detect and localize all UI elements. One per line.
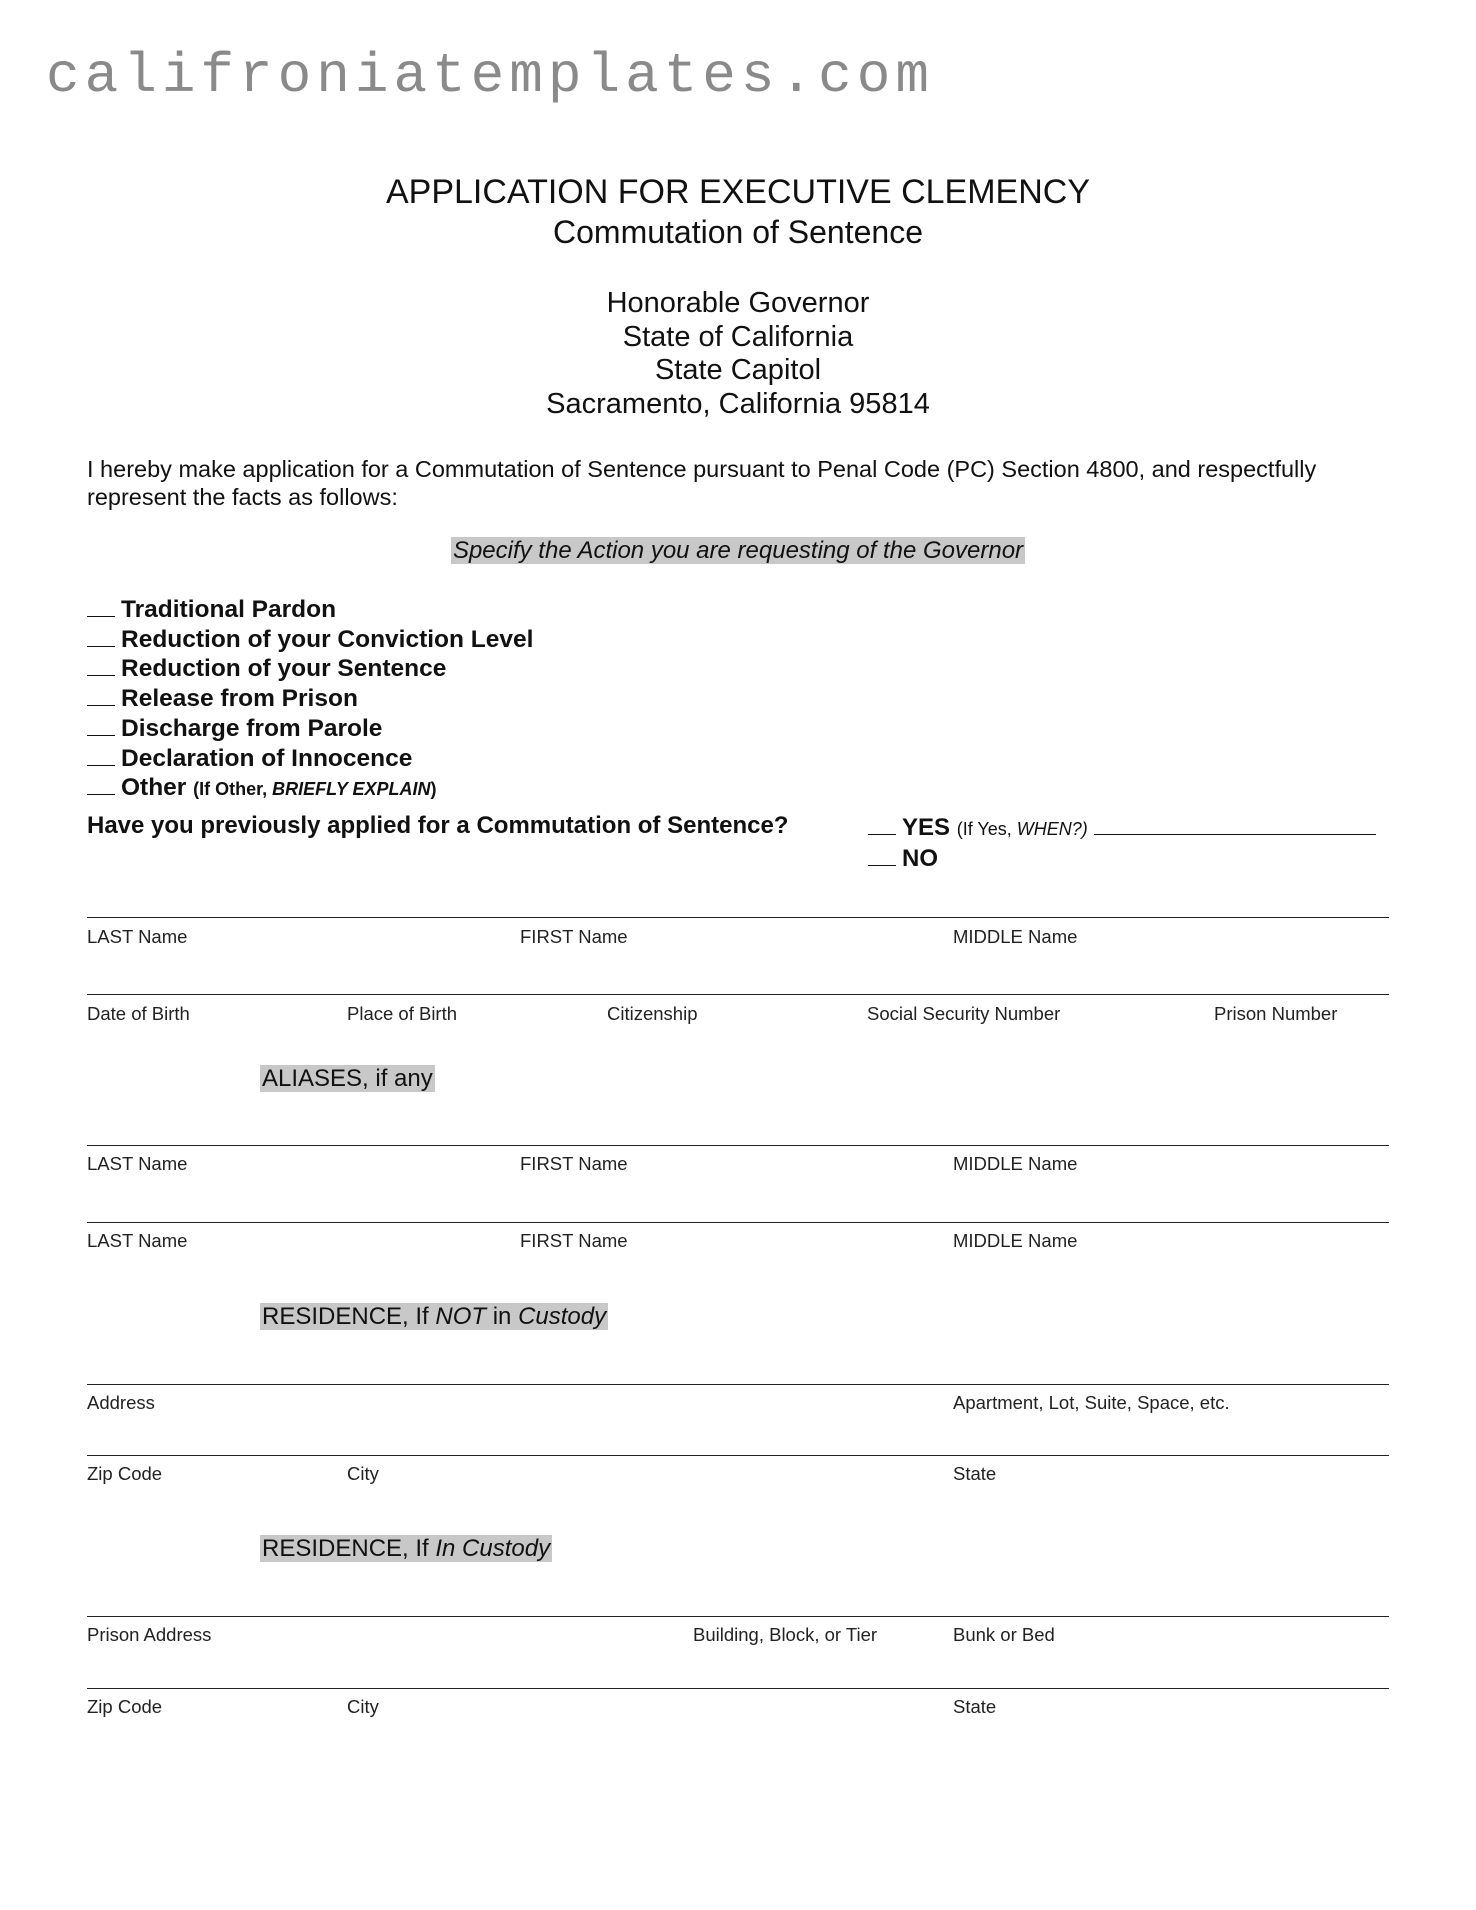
note-text: (If Other,	[193, 779, 273, 800]
option-checkbox-blank[interactable]	[87, 743, 115, 766]
form-subtitle: Commutation of Sentence	[553, 214, 923, 250]
alias2-middle-label: MIDDLE Name	[953, 1230, 1078, 1251]
option-reduction-conviction	[87, 624, 533, 654]
heading-part: Custody	[518, 1303, 607, 1330]
option-label: Reduction of your Conviction Level	[121, 625, 534, 653]
prison-city-label: City	[347, 1696, 379, 1717]
option-label: Discharge from Parole	[121, 714, 383, 742]
note-text: )	[430, 779, 437, 800]
building-label: Building, Block, or Tier	[693, 1624, 878, 1645]
option-checkbox-blank[interactable]	[87, 772, 115, 795]
option-checkbox-blank[interactable]	[87, 624, 115, 647]
specify-heading	[0, 537, 1476, 565]
option-label: Other	[121, 774, 187, 802]
action-options	[87, 594, 533, 804]
residence-not-custody-heading	[260, 1303, 608, 1331]
zip-city-field-line[interactable]	[87, 1455, 1389, 1456]
heading-part: NOT	[435, 1303, 487, 1330]
option-label: Release from Prison	[121, 685, 358, 713]
dob-label: Date of Birth	[87, 1003, 190, 1024]
alias2-field-line[interactable]	[87, 1222, 1389, 1223]
apartment-label: Apartment, Lot, Suite, Space, etc.	[953, 1392, 1230, 1413]
option-declaration-innocence	[87, 743, 533, 773]
prison-address-label: Prison Address	[87, 1624, 212, 1645]
answer-yes	[868, 812, 1376, 843]
recipient-address	[0, 287, 1476, 421]
when-note	[957, 819, 1088, 839]
option-reduction-sentence	[87, 653, 533, 683]
no-label: NO	[902, 845, 938, 872]
no-checkbox-blank[interactable]	[868, 843, 896, 866]
option-other	[87, 772, 533, 804]
option-discharge-parole	[87, 713, 533, 743]
identity-field-line[interactable]	[87, 994, 1389, 995]
form-title: APPLICATION FOR EXECUTIVE CLEMENCY	[385, 173, 1091, 211]
alias1-last-label: LAST Name	[87, 1153, 188, 1174]
name-field-line[interactable]	[87, 917, 1389, 918]
address-label: Address	[87, 1392, 155, 1413]
previous-application-question: Have you previously applied for a Commutation of Sentence?	[87, 812, 789, 839]
heading-part: RESIDENCE, If	[262, 1535, 436, 1562]
option-checkbox-blank[interactable]	[87, 683, 115, 706]
option-label: Traditional Pardon	[121, 596, 337, 623]
city-label: City	[347, 1463, 379, 1484]
prison-zip-label: Zip Code	[87, 1696, 163, 1717]
answer-no	[868, 843, 1376, 873]
residence-in-custody-heading	[260, 1535, 552, 1563]
bunk-label: Bunk or Bed	[953, 1624, 1055, 1645]
when-input-line[interactable]	[1094, 814, 1376, 835]
pob-label: Place of Birth	[347, 1003, 458, 1024]
watermark-text: califroniatemplates.com	[46, 44, 934, 108]
prison-number-label: Prison Number	[1214, 1003, 1338, 1024]
address-line: State of California	[622, 320, 854, 353]
heading-part: RESIDENCE, If	[262, 1303, 436, 1330]
residence-not-custody-text	[260, 1303, 608, 1330]
option-checkbox-blank[interactable]	[87, 594, 115, 617]
yes-checkbox-blank[interactable]	[868, 812, 896, 835]
state-label: State	[953, 1463, 997, 1484]
aliases-heading-text: ALIASES, if any	[262, 1065, 433, 1092]
alias2-last-label: LAST Name	[87, 1230, 188, 1251]
option-label: Reduction of your Sentence	[121, 655, 447, 683]
option-other-note	[193, 779, 436, 799]
heading-part: in	[486, 1303, 519, 1330]
alias2-first-label: FIRST Name	[520, 1230, 628, 1251]
first-name-label: FIRST Name	[520, 926, 628, 947]
address-field-line[interactable]	[87, 1384, 1389, 1385]
previous-application-answers	[868, 812, 1376, 873]
alias1-field-line[interactable]	[87, 1145, 1389, 1146]
last-name-label: LAST Name	[87, 926, 188, 947]
note-emphasis: BRIEFLY EXPLAIN	[272, 779, 431, 800]
option-traditional-pardon	[87, 594, 533, 624]
prison-state-label: State	[953, 1696, 997, 1717]
prison-zip-city-field-line[interactable]	[87, 1688, 1389, 1689]
option-label: Declaration of Innocence	[121, 744, 413, 772]
address-line: State Capitol	[654, 354, 822, 386]
note-emphasis: WHEN?)	[1016, 819, 1088, 839]
heading-part: In Custody	[435, 1535, 551, 1562]
middle-name-label: MIDDLE Name	[953, 926, 1078, 947]
alias1-middle-label: MIDDLE Name	[953, 1153, 1078, 1174]
option-checkbox-blank[interactable]	[87, 653, 115, 676]
residence-in-custody-text	[260, 1535, 552, 1562]
note-text: (If Yes,	[956, 819, 1017, 839]
intro-paragraph: I hereby make application for a Commutation of Sentence pursuant to Penal Code (PC) Section 4800, and respectfully represent the facts as follows:	[87, 456, 1317, 510]
aliases-heading	[260, 1065, 435, 1093]
alias1-first-label: FIRST Name	[520, 1153, 628, 1174]
yes-label: YES	[902, 814, 951, 841]
zip-label: Zip Code	[87, 1463, 163, 1484]
prison-address-field-line[interactable]	[87, 1616, 1389, 1617]
address-line: Sacramento, California 95814	[546, 387, 930, 420]
specify-heading-text: Specify the Action you are requesting of the Governor	[452, 537, 1024, 564]
option-release-prison	[87, 683, 533, 713]
ssn-label: Social Security Number	[867, 1003, 1061, 1024]
address-line: Honorable Governor	[606, 287, 870, 319]
option-checkbox-blank[interactable]	[87, 713, 115, 736]
citizenship-label: Citizenship	[607, 1003, 698, 1024]
